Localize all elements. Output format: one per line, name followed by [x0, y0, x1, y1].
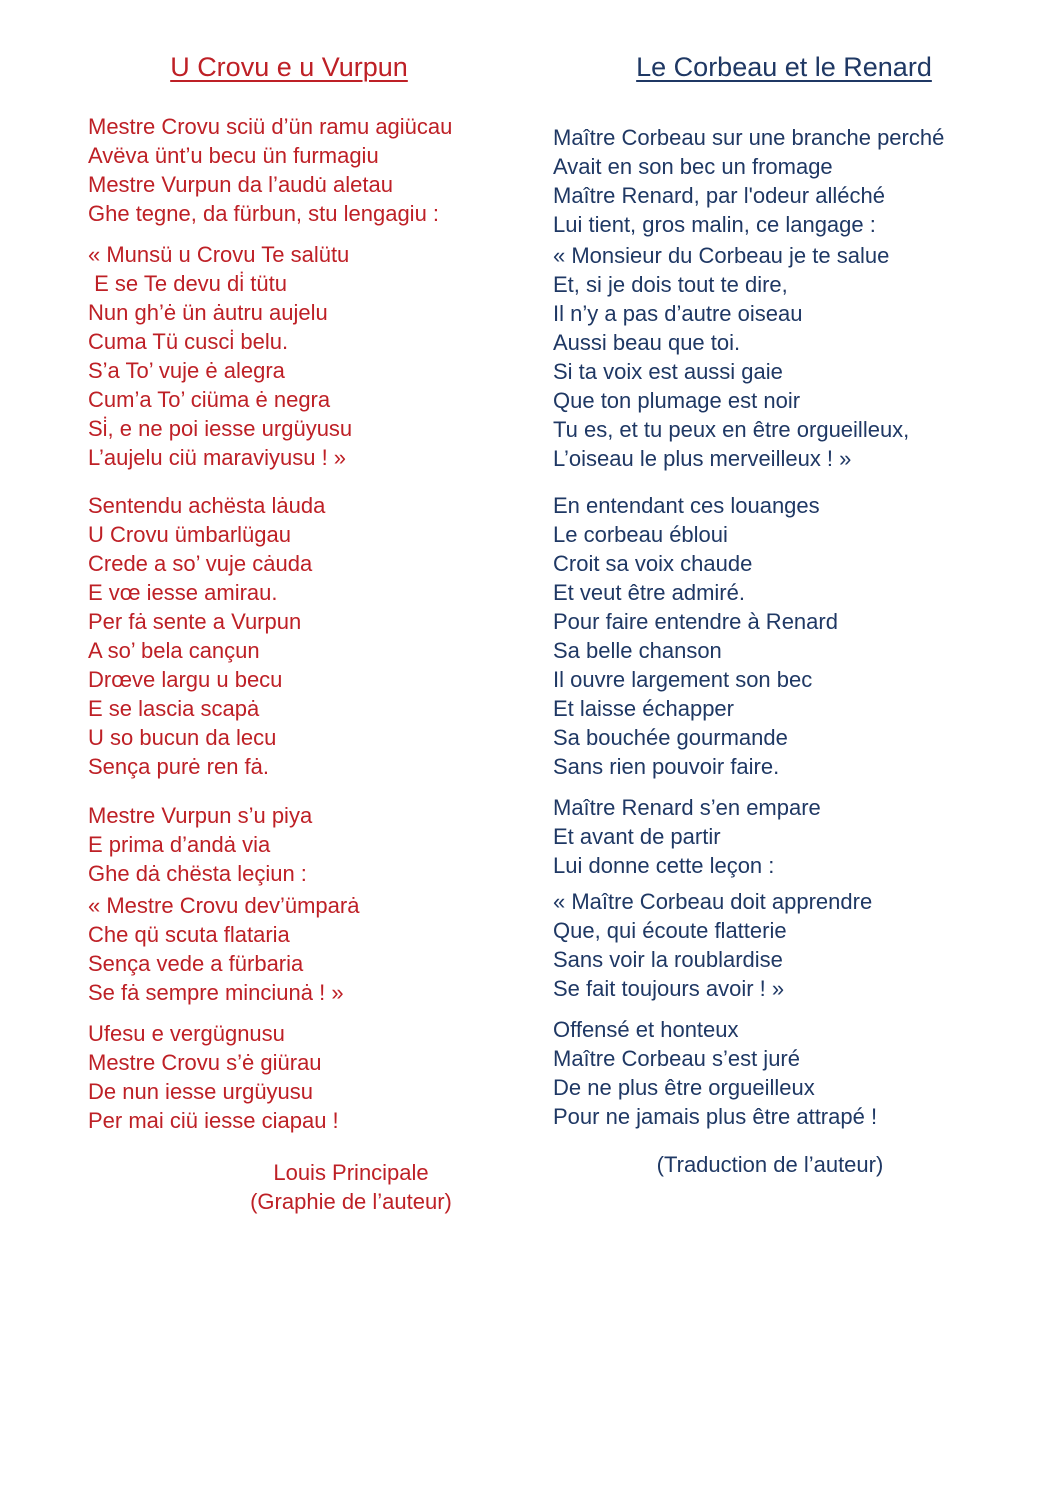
stanza [553, 123, 1015, 239]
poem-line: Et avant de partir [553, 824, 721, 849]
poem-line: Offensé et honteux [553, 1017, 739, 1042]
poem-line: Et, si je dois tout te dire, [553, 272, 788, 297]
poem-line: E vœ iesse amirau. [88, 580, 278, 605]
poem-line: Ghe tegne, da fürbun, stu lengagiu : [88, 201, 440, 226]
poem-french-column [553, 52, 1015, 1179]
poem-line: Sans rien pouvoir faire. [553, 754, 780, 779]
poem-line: Maître Renard, par l'odeur alléché [553, 183, 885, 208]
poem-line: L’aujelu ciü maraviyusu ! » [88, 445, 347, 470]
poem-line: Pour faire entendre à Renard [553, 609, 838, 634]
poem-title-corsican: U Crovu e u Vurpun [170, 52, 408, 82]
poem-line: « Monsieur du Corbeau je te salue [553, 243, 890, 268]
poem-line: Sença vede a fürbaria [88, 951, 304, 976]
poem-line: Lui tient, gros malin, ce langage : [553, 212, 876, 237]
stanza [553, 491, 1015, 781]
poem-line: Maître Corbeau s’est juré [553, 1046, 800, 1071]
poem-line: Sans voir la roublardise [553, 947, 783, 972]
poem-line: Pour ne jamais plus être attrapé ! [553, 1104, 878, 1129]
poem-line: S’a To’ vuje ė alegra [88, 358, 285, 383]
stanza [553, 793, 1015, 880]
poem-line: U so bucun da lecu [88, 725, 277, 750]
poem-line: De nun iesse urgüyusu [88, 1079, 314, 1104]
poem-line: Mestre Vurpun da l’audu̇ aletau [88, 172, 393, 197]
poem-line: A so’ bela cançun [88, 638, 260, 663]
signature-line: (Traduction de l’auteur) [656, 1152, 884, 1177]
signature-line: Louis Principale [273, 1160, 429, 1185]
stanza [88, 112, 490, 228]
poem-line: E prima d’andȧ via [88, 832, 271, 857]
poem-line: Sa belle chanson [553, 638, 722, 663]
poem-line: Maître Renard s’en empare [553, 795, 821, 820]
poem-line: Per mai ciü iesse ciapau ! [88, 1108, 339, 1133]
stanza [88, 801, 490, 888]
poem-line: Nun gh’ė ün ȧutru aujelu [88, 300, 328, 325]
poem-line: Lui donne cette leçon : [553, 853, 775, 878]
poem-line: Il ouvre largement son bec [553, 667, 813, 692]
poem-signature-corsican [88, 1158, 490, 1216]
poem-line: Mestre Crovu sciü d’ün ramu agiücau [88, 114, 453, 139]
poem-line: Mestre Vurpun s’u piya [88, 803, 313, 828]
poem-line: Que, qui écoute flatterie [553, 918, 787, 943]
poem-line: Tu es, et tu peux en être orgueilleux, [553, 417, 910, 442]
poem-line: L’oiseau le plus merveilleux ! » [553, 446, 852, 471]
poem-line: Mestre Crovu s’ė giürau [88, 1050, 322, 1075]
poem-line: Si̇, e ne poi iesse urgüyusu [88, 416, 353, 441]
poem-body-corsican [88, 112, 490, 1135]
poem-body-french [553, 123, 1015, 1131]
stanza [88, 1019, 490, 1135]
poem-signature-french [553, 1150, 1015, 1179]
poem-line: Avëva ünt’u becu ün furmagiu [88, 143, 379, 168]
poem-line: Crede a so’ vuje cȧuda [88, 551, 313, 576]
stanza [88, 491, 490, 781]
signature-line: (Graphie de l’auteur) [250, 1189, 452, 1214]
poem-line: Que ton plumage est noir [553, 388, 801, 413]
stanza [553, 241, 1015, 473]
stanza [88, 891, 490, 1007]
poem-line: Se fȧ sempre minciunȧ ! » [88, 980, 344, 1005]
poem-title-french: Le Corbeau et le Renard [636, 52, 932, 82]
poem-line: « Maître Corbeau doit apprendre [553, 889, 873, 914]
poem-line: Ghe dȧ chësta leçiun : [88, 861, 307, 886]
poem-line: Che qü scuta flataria [88, 922, 290, 947]
poem-line: Maître Corbeau sur une branche perché [553, 125, 945, 150]
poem-line: Aussi beau que toi. [553, 330, 741, 355]
poem-line: Ufesu e vergügnusu [88, 1021, 285, 1046]
poem-line: Croit sa voix chaude [553, 551, 753, 576]
poem-line: De ne plus être orgueilleux [553, 1075, 815, 1100]
poem-line: Drœve largu u becu [88, 667, 283, 692]
poem-line: « Munsü u Crovu Te salütu [88, 242, 350, 267]
poem-line: Si ta voix est aussi gaie [553, 359, 783, 384]
stanza [88, 240, 490, 472]
poem-line: « Mestre Crovu dev’ümparȧ [88, 893, 360, 918]
poem-line: Cum’a To’ ciüma ė negra [88, 387, 331, 412]
poem-line: Se fait toujours avoir ! » [553, 976, 785, 1001]
poem-line: Et laisse échapper [553, 696, 734, 721]
stanza [553, 1015, 1015, 1131]
poem-line: Sença purė ren fȧ. [88, 754, 270, 779]
poem-corsican-column [88, 52, 490, 1216]
poem-line: E se Te devu di̇ tütu [88, 271, 287, 296]
poem-line: Cuma Tü cusci̇ belu. [88, 329, 289, 354]
poem-line: Per fȧ sente a Vurpun [88, 609, 302, 634]
poem-line: Avait en son bec un fromage [553, 154, 833, 179]
poem-line: Sentendu achësta lȧuda [88, 493, 326, 518]
poem-line: Sa bouchée gourmande [553, 725, 788, 750]
poem-line: E se lascia scapȧ [88, 696, 260, 721]
poem-line: Le corbeau ébloui [553, 522, 728, 547]
poem-line: U Crovu ümbarlügau [88, 522, 291, 547]
poem-line: Et veut être admiré. [553, 580, 745, 605]
poem-line: En entendant ces louanges [553, 493, 820, 518]
poem-line: Il n’y a pas d’autre oiseau [553, 301, 803, 326]
stanza [553, 887, 1015, 1003]
